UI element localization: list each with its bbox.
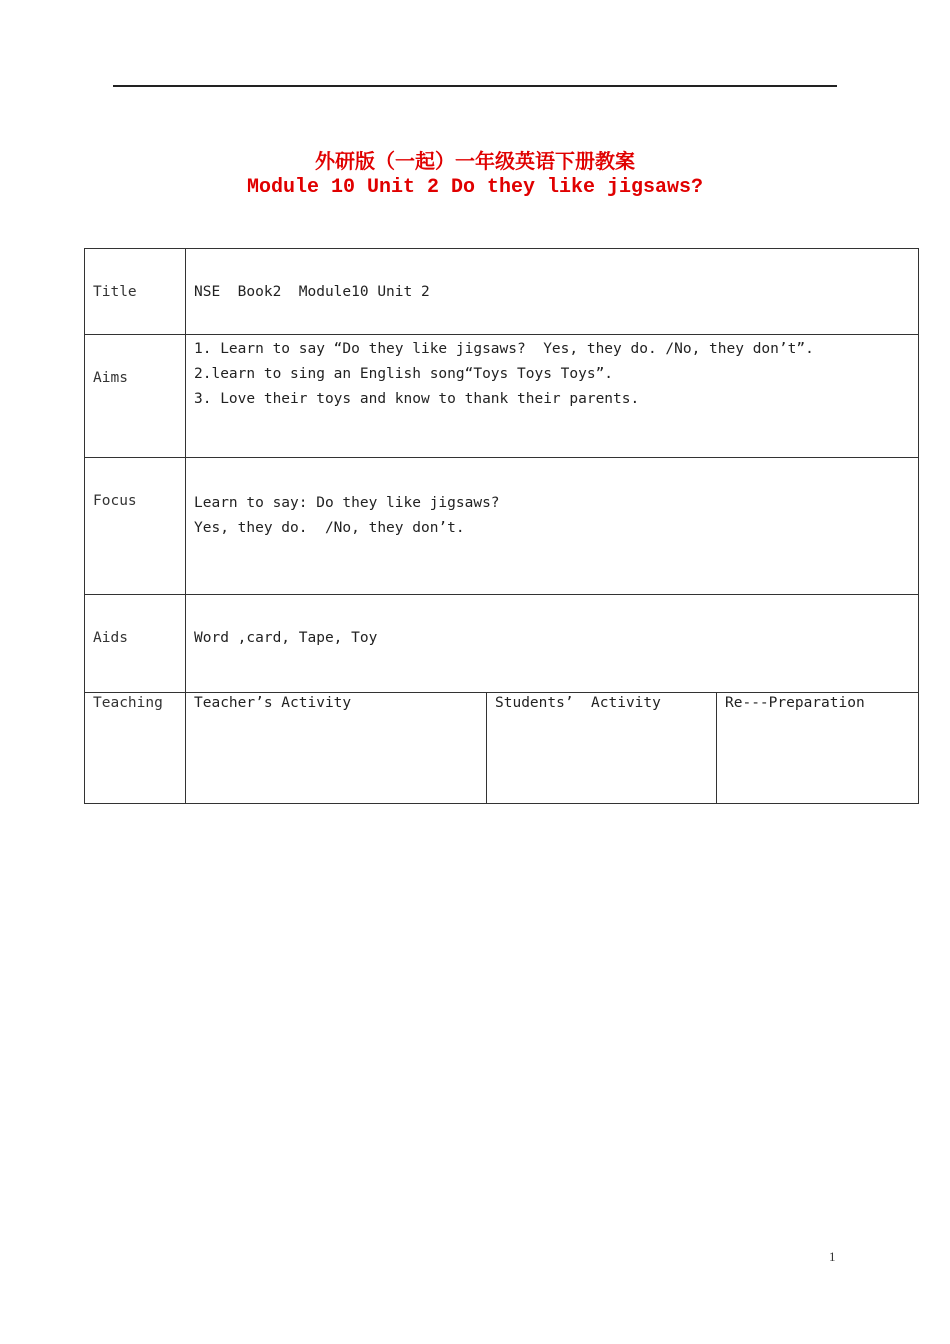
re-preparation-header: Re---Preparation — [725, 695, 865, 711]
focus-line-2: Yes, they do. /No, they don’t. — [194, 520, 465, 536]
value-aims-cell — [186, 335, 919, 458]
aims-line-3: 3. Love their toys and know to thank their parents. — [194, 391, 640, 407]
re-preparation-cell — [717, 693, 919, 804]
row-aims — [85, 335, 919, 458]
label-title-cell — [85, 249, 186, 335]
header-rule — [113, 85, 837, 87]
aims-line-1: 1. Learn to say “Do they like jigsaws? Yes, they do. /No, they don’t”. — [194, 341, 814, 357]
label-aids: Aids — [93, 630, 128, 646]
row-focus — [85, 458, 919, 595]
value-aids-cell — [186, 595, 919, 693]
label-title: Title — [93, 284, 137, 300]
title-chinese: 外研版（一起）一年级英语下册教案 — [315, 149, 635, 173]
teacher-activity-header: Teacher’s Activity — [194, 695, 352, 711]
row-title — [85, 249, 919, 335]
label-teaching-cell — [85, 693, 186, 804]
label-aids-cell — [85, 595, 186, 693]
row-aids — [85, 595, 919, 693]
label-aims-cell — [85, 335, 186, 458]
label-focus-cell — [85, 458, 186, 595]
value-aids: Word ,card, Tape, Toy — [194, 630, 378, 646]
students-activity-header: Students’ Activity — [495, 695, 661, 711]
lesson-plan-table — [84, 248, 919, 804]
page-number: 1 — [829, 1249, 836, 1264]
value-focus-cell — [186, 458, 919, 595]
value-title-cell — [186, 249, 919, 335]
label-teaching: Teaching — [93, 695, 163, 711]
row-teaching — [85, 693, 919, 804]
focus-line-1: Learn to say: Do they like jigsaws? — [194, 495, 500, 511]
document-title — [0, 147, 950, 201]
label-focus: Focus — [93, 493, 137, 509]
value-title: NSE Book2 Module10 Unit 2 — [194, 284, 430, 300]
aims-line-2: 2.learn to sing an English song“Toys Toys Toys”. — [194, 366, 614, 382]
students-activity-cell — [487, 693, 717, 804]
title-english: Module 10 Unit 2 Do they like jigsaws? — [246, 176, 704, 199]
teacher-activity-cell — [186, 693, 487, 804]
label-aims: Aims — [93, 370, 128, 386]
